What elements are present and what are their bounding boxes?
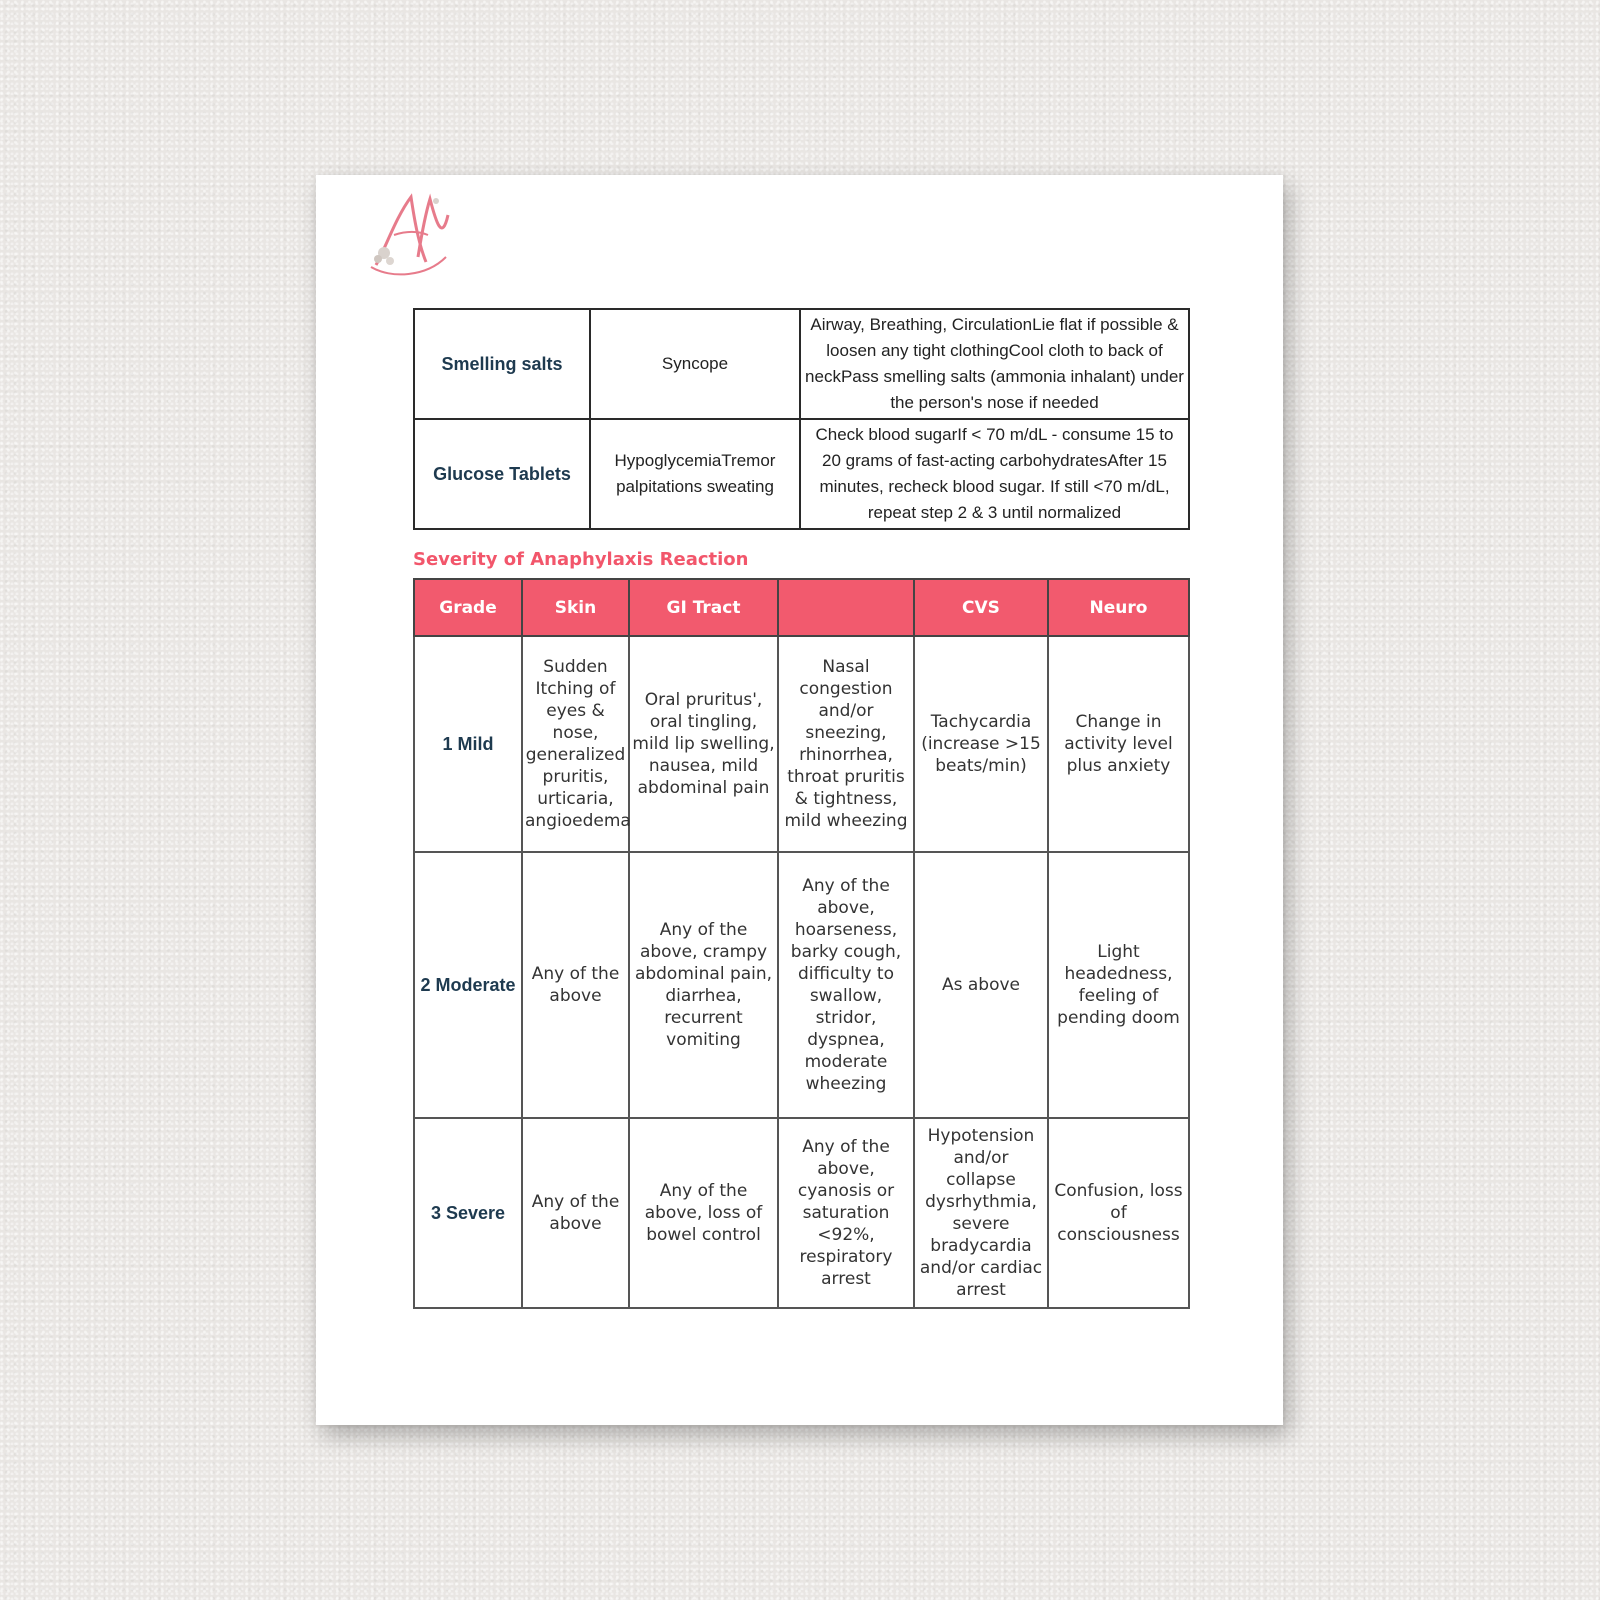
cvs-cell: Tachycardia (increase >15 beats/min)	[914, 636, 1048, 852]
table-header-row	[414, 579, 1189, 636]
gi-cell: Any of the above, crampy abdominal pain, diarrhea, recurrent vomiting	[629, 852, 778, 1118]
skin-cell: Any of the above	[522, 852, 629, 1118]
neuro-cell: Confusion, loss of consciousness	[1048, 1118, 1189, 1308]
table-row	[414, 636, 1189, 852]
column-header: GI Tract	[629, 579, 778, 636]
table-row	[414, 309, 1189, 419]
resp-cell: Nasal congestion and/or sneezing, rhinorrhea, throat pruritis & tightness, mild wheezing	[778, 636, 914, 852]
resp-cell: Any of the above, cyanosis or saturation <92%, respiratory arrest	[778, 1118, 914, 1308]
gi-cell: Oral pruritus', oral tingling, mild lip swelling, nausea, mild abdominal pain	[629, 636, 778, 852]
skin-cell: Any of the above	[522, 1118, 629, 1308]
grade-cell: 3 Severe	[414, 1118, 522, 1308]
grade-cell: 2 Moderate	[414, 852, 522, 1118]
table-row	[414, 419, 1189, 529]
column-header: Skin	[522, 579, 629, 636]
section-title: Severity of Anaphylaxis Reaction	[413, 549, 749, 570]
document-page	[316, 175, 1283, 1425]
skin-cell: Sudden Itching of eyes & nose, generalized pruritis, urticaria, angioedema	[522, 636, 629, 852]
item-action: Airway, Breathing, CirculationLie flat if possible & loosen any tight clothingCool cloth to back of neckPass smelling salts (ammonia inhalant) under the person's nose if needed	[800, 309, 1189, 419]
table-row	[414, 1118, 1189, 1308]
neuro-cell: Light headedness, feeling of pending doom	[1048, 852, 1189, 1118]
column-header	[778, 579, 914, 636]
resp-cell: Any of the above, hoarseness, barky cough, difficulty to swallow, stridor, dyspnea, moderate wheezing	[778, 852, 914, 1118]
neuro-cell: Change in activity level plus anxiety	[1048, 636, 1189, 852]
severity-table	[413, 578, 1190, 1309]
column-header: Neuro	[1048, 579, 1189, 636]
cvs-cell: As above	[914, 852, 1048, 1118]
supplies-table	[413, 308, 1190, 530]
item-name: Glucose Tablets	[414, 419, 590, 529]
monogram-logo-icon	[356, 187, 456, 277]
item-name: Smelling salts	[414, 309, 590, 419]
cvs-cell: Hypotension and/or collapse dysrhythmia, severe bradycardia and/or cardiac arrest	[914, 1118, 1048, 1308]
grade-cell: 1 Mild	[414, 636, 522, 852]
column-header: CVS	[914, 579, 1048, 636]
table-row	[414, 852, 1189, 1118]
item-condition: HypoglycemiaTremor palpitations sweating	[590, 419, 800, 529]
column-header: Grade	[414, 579, 522, 636]
item-condition: Syncope	[590, 309, 800, 419]
item-action: Check blood sugarIf < 70 m/dL - consume 15 to 20 grams of fast-acting carbohydratesAfter 15 minutes, recheck blood sugar. If still <70 m/dL, repeat step 2 & 3 until normalized	[800, 419, 1189, 529]
gi-cell: Any of the above, loss of bowel control	[629, 1118, 778, 1308]
